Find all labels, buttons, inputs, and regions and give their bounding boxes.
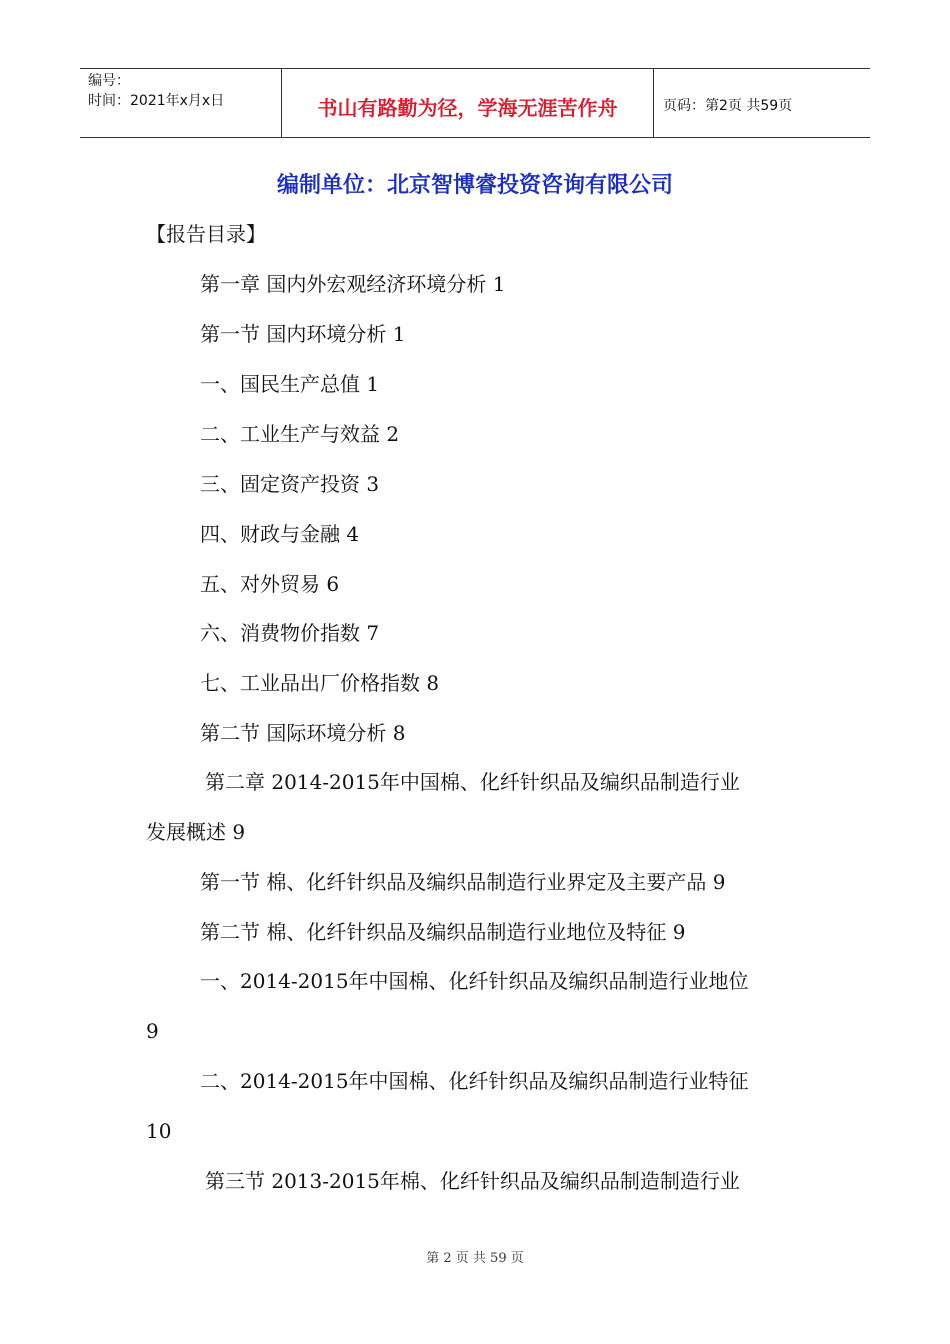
date-label: 时间：2021年x月x日 [88,93,225,109]
header-motto: 书山有路勤为径，学海无涯苦作舟 [317,95,618,120]
serial-number-label: 编号： [88,73,130,89]
toc-line: 二、2014-2015年中国棉、化纤针织品及编织品制造行业特征 [200,1069,749,1093]
toc-line: 六、消费物价指数 7 [200,621,380,645]
header-motto-cell [282,69,654,137]
header-page-cell [654,69,870,137]
toc-line: 第三节 2013-2015年棉、化纤针织品及编织品制造制造行业 [205,1169,740,1193]
header-left-cell [80,69,282,137]
toc-line: 第二节 棉、化纤针织品及编织品制造行业地位及特征 9 [200,920,686,944]
toc-line: 第一节 国内环境分析 1 [200,322,406,346]
toc-line: 9 [146,1019,159,1043]
toc-line: 10 [146,1119,172,1143]
toc-title: 【报告目录】 [146,222,266,246]
toc-line: 第一节 棉、化纤针织品及编织品制造行业界定及主要产品 9 [200,870,726,894]
toc-line: 第二章 2014-2015年中国棉、化纤针织品及编织品制造行业 [205,770,740,794]
toc-line: 一、国民生产总值 1 [200,372,380,396]
toc-line: 七、工业品出厂价格指数 8 [200,671,440,695]
page-number-label: 页码：第2页 共59页 [663,98,793,114]
toc-line: 一、2014-2015年中国棉、化纤针织品及编织品制造行业地位 [200,969,749,993]
toc-line: 二、工业生产与效益 2 [200,422,400,446]
toc-line: 第一章 国内外宏观经济环境分析 1 [200,272,506,296]
company-name: 编制单位：北京智博睿投资咨询有限公司 [276,173,673,198]
page-footer: 第 2 页 共 59 页 [426,1251,524,1266]
toc-line: 三、固定资产投资 3 [200,472,380,496]
toc-line: 发展概述 9 [146,820,246,844]
toc-line: 四、财政与金融 4 [200,522,360,546]
document-header [80,68,870,138]
toc-line: 第二节 国际环境分析 8 [200,721,406,745]
toc-line: 五、对外贸易 6 [200,572,340,596]
